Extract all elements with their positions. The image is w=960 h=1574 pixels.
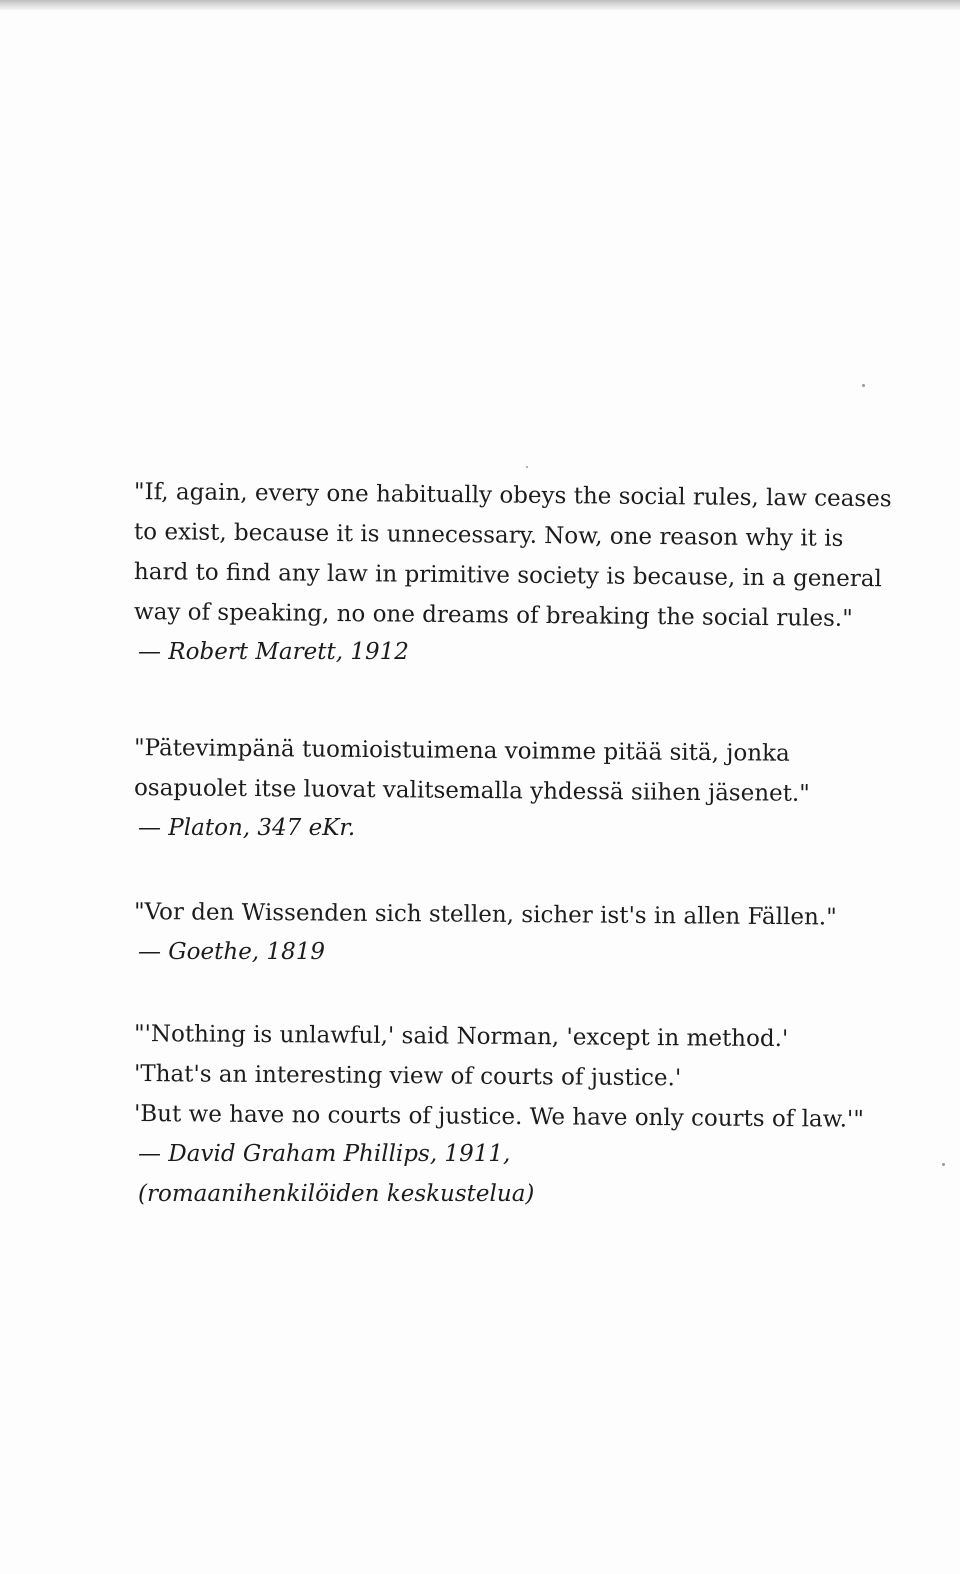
quote-goethe <box>134 892 874 972</box>
quote-platon <box>134 728 874 848</box>
quote-attribution: — Platon, 347 eKr. <box>138 815 356 841</box>
quote-marett <box>133 472 892 672</box>
quote-attribution: — David Graham Phillips, 1911, <box>138 1141 511 1167</box>
quote-line: "If, again, every one habitually obeys the social rules, law ceases <box>133 479 892 513</box>
quote-line: to exist, because it is unnecessary. Now, one reason why it is <box>133 519 844 552</box>
scan-speck <box>942 1163 945 1166</box>
quote-phillips <box>134 1014 874 1214</box>
quote-attribution-note: (romaanihenkilöiden keskustelua) <box>138 1181 535 1207</box>
quote-line: 'But we have no courts of justice. We have only courts of law.'" <box>133 1101 864 1133</box>
quote-line: "'Nothing is unlawful,' said Norman, 'except in method.' <box>133 1021 789 1053</box>
scan-speck <box>526 466 528 468</box>
epigraph-quotes <box>133 472 892 1214</box>
quote-attribution: — Goethe, 1819 <box>138 939 325 965</box>
quote-line: "Pätevimpänä tuomioistuimena voimme pitää sitä, jonka <box>133 735 790 767</box>
quote-attribution: — Robert Marett, 1912 <box>138 639 409 665</box>
quote-line: 'That's an interesting view of courts of justice.' <box>133 1061 682 1092</box>
scan-top-edge <box>0 0 960 10</box>
quote-line: "Vor den Wissenden sich stellen, sicher ist's in allen Fällen." <box>133 899 837 931</box>
scan-speck <box>862 384 865 387</box>
quote-line: hard to find any law in primitive society is because, in a general <box>133 559 882 593</box>
quote-line: way of speaking, no one dreams of breaking the social rules." <box>133 599 853 632</box>
quote-line: osapuolet itse luovat valitsemalla yhdessä siihen jäsenet." <box>133 775 810 807</box>
